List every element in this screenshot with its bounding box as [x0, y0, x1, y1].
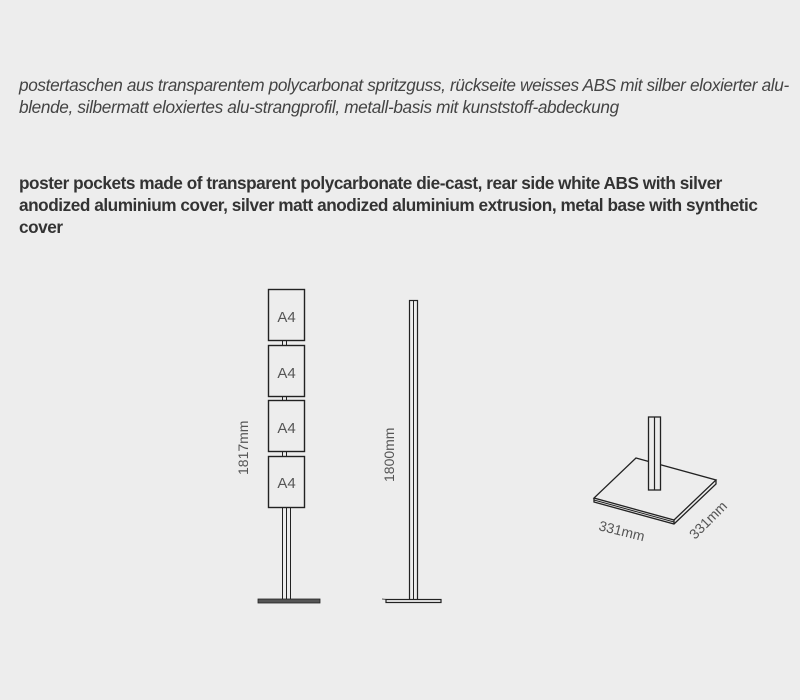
description-english: poster pockets made of transparent polycarbonate die-cast, rear side white ABS with silver anodized aluminium cover, silver matt anodized aluminium extrusion, metal base with synthetic cover: [19, 173, 758, 237]
description-german: postertaschen aus transparentem polycarbonat spritzguss, rückseite weisses ABS mit silber eloxierter alu-blende, silbermatt eloxiertes alu-strangprofil, metall-basis mit kunststoff-abdeckung: [19, 75, 789, 117]
pocket-label: A4: [277, 365, 296, 382]
a4-pocket-2: [269, 346, 305, 397]
height-label-side: 1800mm: [381, 427, 397, 482]
side-view: [381, 301, 441, 603]
pocket-label: A4: [277, 420, 296, 437]
base-plate: [258, 599, 320, 603]
width-label: 331mm: [597, 517, 647, 545]
pocket-label: A4: [277, 475, 296, 492]
a4-pocket-1: [269, 290, 305, 341]
depth-label: 331mm: [685, 497, 731, 543]
pocket-label: A4: [277, 309, 296, 326]
base-plate: [386, 600, 441, 603]
base-view: [594, 417, 730, 544]
height-label-front: 1817mm: [235, 420, 251, 475]
front-view: [235, 290, 320, 604]
a4-pocket-3: [269, 401, 305, 452]
a4-pocket-4: [269, 457, 305, 508]
